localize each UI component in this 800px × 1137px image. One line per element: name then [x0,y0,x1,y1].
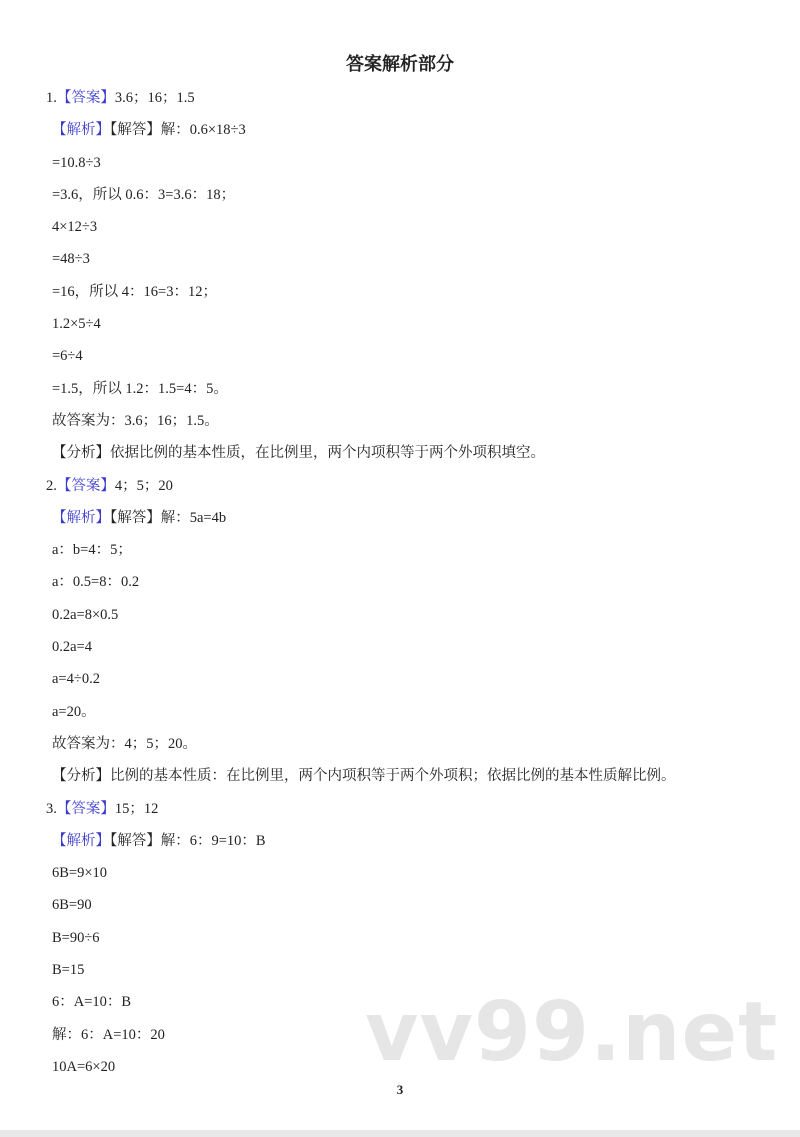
solution-line: a：b=4：5； [52,542,132,559]
solution-line: 解：5a=4b [160,509,227,526]
solution-line: 6B=90 [52,897,92,914]
answer-tag: 【答案】 [56,477,115,494]
solution-line: 故答案为：3.6；16；1.5。 [52,412,219,429]
page-bottom-edge [0,1130,800,1137]
solution-line: 1.2×5÷4 [52,316,101,333]
solution-line: =6÷4 [52,348,83,365]
solution-line: =16，所以 4：16=3：12； [52,283,217,300]
answer-tag: 【答案】 [56,800,115,817]
solution-line: =3.6，所以 0.6：3=3.6：18； [52,186,236,203]
analysis-tag: 【解析】 [52,122,110,139]
solution-line: B=15 [52,962,85,979]
solution-line: B=90÷6 [52,929,100,946]
fenxi-text: 依据比例的基本性质，在比例里，两个内项积等于两个外项积填空。 [110,445,545,462]
answer-content [46,88,676,1089]
solution-line: 4×12÷3 [52,219,98,236]
solution-line: 故答案为：4；5；20。 [52,735,197,752]
solution-line: a：0.5=8：0.2 [52,574,140,591]
solution-line: 10A=6×20 [52,1058,116,1075]
solution-line: 6：A=10：B [52,994,132,1011]
q3-analysis [46,831,676,863]
solution-line: =48÷3 [52,251,90,268]
answer-text: 4；5；20 [114,477,173,494]
solution-line: 解：6：A=10：20 [52,1026,165,1043]
q2-answer [46,476,676,508]
page-title: 答案解析部分 [346,54,454,75]
answer-tag: 【答案】 [56,90,115,106]
fenxi-tag: 【分析】 [52,768,110,785]
q2-fenxi [46,766,676,798]
solution-line: =1.5，所以 1.2：1.5=4：5。 [52,380,228,397]
question-number: 1. [46,90,57,106]
solution-line: 解：0.6×18÷3 [160,122,246,139]
solve-tag: 【解答】 [110,122,161,139]
solution-line: 6B=9×10 [52,865,108,882]
analysis-tag: 【解析】 [52,832,110,849]
solve-tag: 【解答】 [110,832,161,849]
q3-answer [46,799,676,831]
question-number: 2. [46,477,57,494]
question-number: 3. [46,800,57,817]
q1-answer [46,88,676,120]
answer-text: 3.6；16；1.5 [114,90,195,106]
fenxi-text: 比例的基本性质：在比例里，两个内项积等于两个外项积；依据比例的基本性质解比例。 [110,768,676,785]
watermark: vv99.net [365,985,779,1080]
solve-tag: 【解答】 [110,509,161,526]
q1-fenxi [46,443,676,475]
solution-line: a=20。 [52,703,96,720]
analysis-tag: 【解析】 [52,509,110,526]
page-number: 3 [396,1082,404,1097]
q1-analysis [46,120,676,152]
q2-analysis [46,508,676,540]
solution-line: 0.2a=4 [52,639,92,656]
answer-text: 15；12 [114,800,159,817]
solution-line: 0.2a=8×0.5 [52,606,119,623]
fenxi-tag: 【分析】 [52,445,110,462]
solution-line: a=4÷0.2 [52,671,100,688]
solution-line: 解：6：9=10：B [160,832,266,849]
solution-line: =10.8÷3 [52,154,101,171]
